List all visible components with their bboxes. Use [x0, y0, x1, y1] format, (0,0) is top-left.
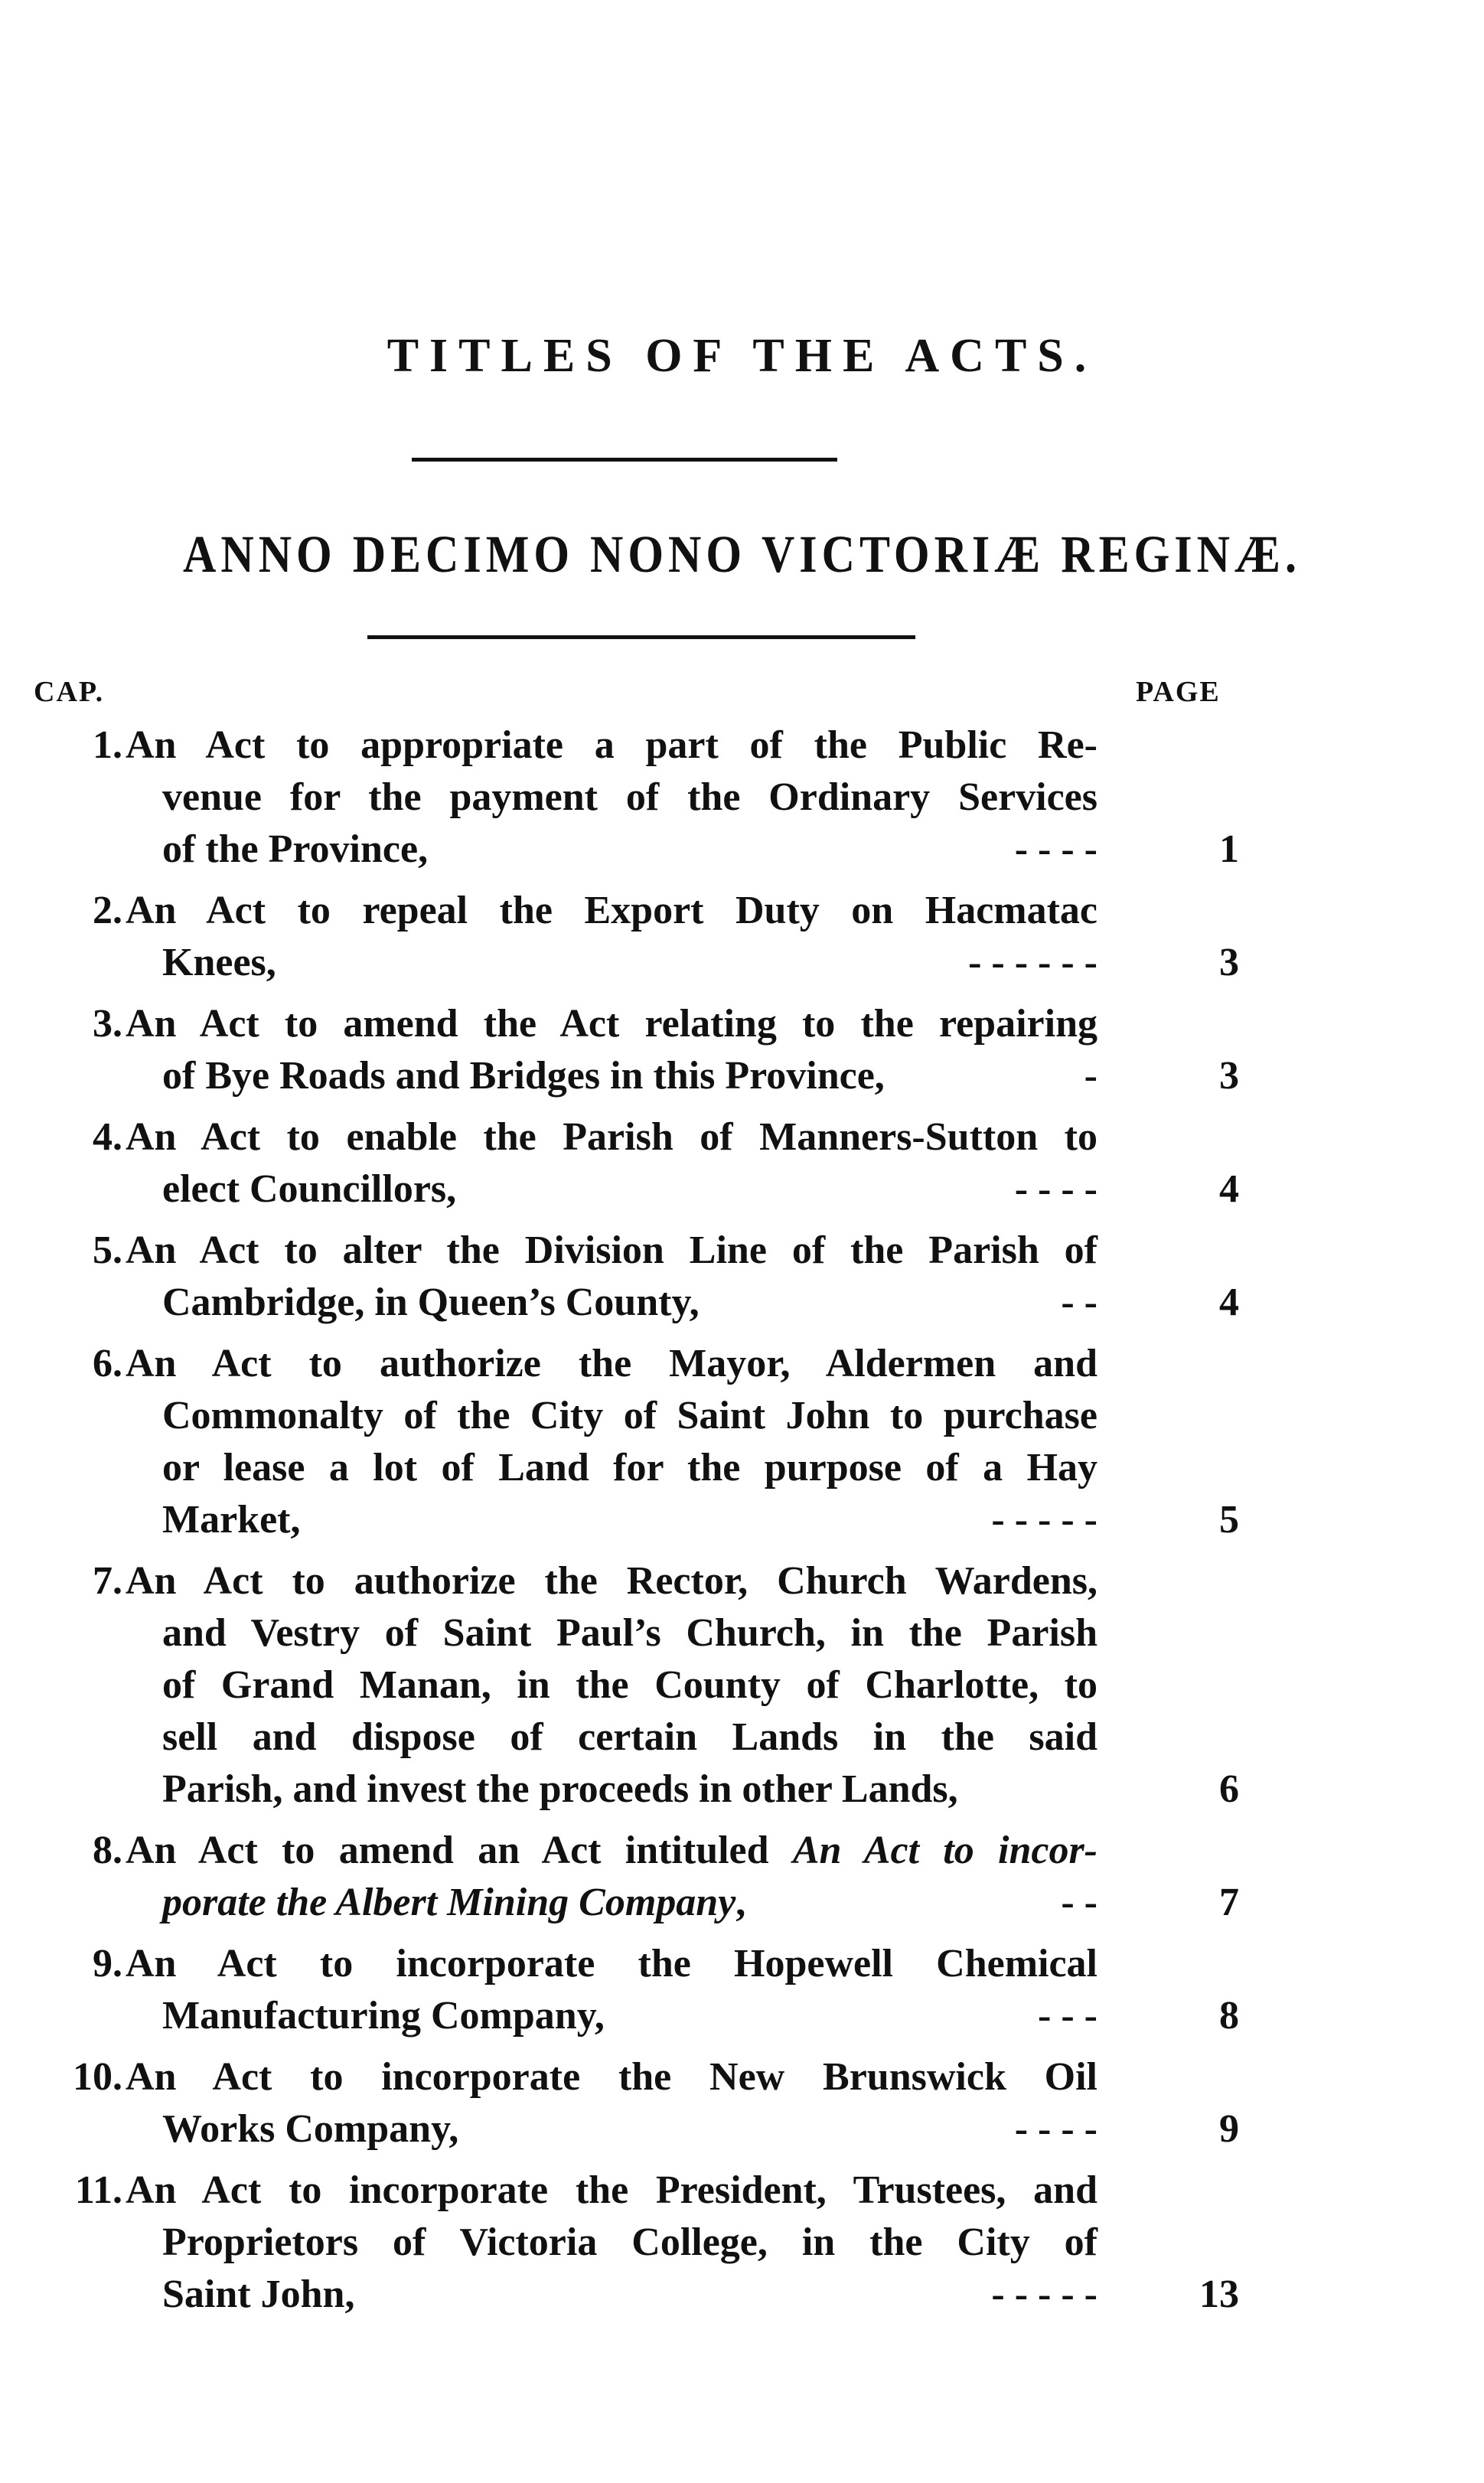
dot-leader: - - - -: [1014, 2107, 1098, 2151]
act-title-line: sell and dispose of certain Lands in the said: [162, 1715, 1098, 1759]
act-title-line: Cambridge, in Queen’s County, - -: [126, 1277, 1098, 1329]
title-rule: [412, 458, 837, 462]
cap-number: 11.: [74, 2168, 122, 2212]
dot-leader: - - - - -: [991, 2273, 1098, 2316]
page-number: 3: [1219, 1054, 1239, 1098]
page-number: 6: [1219, 1767, 1239, 1811]
act-entry: [0, 2051, 1484, 2155]
dot-leader: - - - -: [1014, 1167, 1098, 1211]
act-title-line: Works Company, - - - -: [126, 2103, 1098, 2155]
act-title-line: An Act to incorporate the New Brunswick Oil: [126, 2055, 1098, 2099]
act-title: [126, 1555, 1098, 1816]
act-title: [126, 1225, 1098, 1329]
act-title-line: of the Province, - - - -: [126, 824, 1098, 876]
act-title-line: and Vestry of Saint Paul’s Church, in the Parish: [162, 1611, 1098, 1655]
act-title-line: Parish, and invest the proceeds in other Lands,: [162, 1767, 958, 1811]
dot-leader: - - -: [1038, 1994, 1098, 2038]
page-number: 8: [1219, 1994, 1239, 2038]
page-number: 1: [1219, 827, 1239, 871]
page-number: 3: [1219, 941, 1239, 984]
dot-leader: - - - - - -: [968, 941, 1098, 984]
act-entry: [0, 885, 1484, 989]
act-entry: [0, 1111, 1484, 1215]
act-title-line: porate the Albert Mining Company, - -: [126, 1877, 1098, 1929]
session-heading: ANNO DECIMO NONO VICTORIÆ REGINÆ.: [183, 524, 1301, 583]
dot-leader: - - - -: [1014, 827, 1098, 871]
cap-number: 10.: [73, 2055, 122, 2099]
act-entry: [0, 1825, 1484, 1929]
act-title: [126, 1338, 1098, 1546]
act-entry: [0, 1938, 1484, 2042]
act-title-line: Manufacturing Company, - - -: [126, 1990, 1098, 2042]
act-title-line: Commonalty of the City of Saint John to purchase: [162, 1394, 1098, 1437]
cap-number: 7.: [93, 1559, 122, 1603]
page-number: 4: [1219, 1167, 1239, 1211]
act-title-line: An Act to authorize the Rector, Church Wardens,: [126, 1559, 1098, 1603]
act-title-line: An Act to appropriate a part of the Public Re-: [126, 723, 1098, 767]
act-title-line: An Act to authorize the Mayor, Aldermen and: [126, 1342, 1098, 1385]
act-title-line: venue for the payment of the Ordinary Services: [162, 775, 1098, 819]
act-title: [126, 2051, 1098, 2155]
act-title: [126, 719, 1098, 876]
cap-column-header: CAP.: [34, 676, 105, 708]
act-title: [126, 2165, 1098, 2321]
act-title-line: An Act to repeal the Export Duty on Hacmatac: [126, 889, 1098, 932]
page-title: TITLES OF THE ACTS.: [386, 330, 1098, 382]
act-title-line: or lease a lot of Land for the purpose of a Hay: [162, 1446, 1098, 1489]
act-title-line: Saint John, - - - - -: [126, 2269, 1098, 2321]
act-title-line: An Act to amend the Act relating to the repairing: [126, 1002, 1098, 1046]
cap-number: 1.: [93, 723, 122, 767]
cap-number: 2.: [93, 889, 122, 932]
cap-number: 9.: [93, 1942, 122, 1985]
act-entry: [0, 1555, 1484, 1816]
act-title-line: of Bye Roads and Bridges in this Province, -: [126, 1050, 1098, 1102]
dot-leader: - -: [1061, 1881, 1098, 1924]
act-entry: [0, 1338, 1484, 1546]
act-entry: [0, 1225, 1484, 1329]
act-entry: [0, 998, 1484, 1102]
page-number: 4: [1219, 1281, 1239, 1324]
act-title-line: Knees, - - - - - -: [126, 937, 1098, 989]
act-title: [126, 1111, 1098, 1215]
page-number: 13: [1199, 2273, 1239, 2316]
acts-list: [0, 719, 1484, 2330]
page-number: 5: [1219, 1498, 1239, 1542]
dot-leader: - - - - -: [991, 1498, 1098, 1542]
act-title-line: An Act to alter the Division Line of the Parish of: [126, 1228, 1098, 1272]
act-title: [126, 885, 1098, 989]
page-number: 7: [1219, 1881, 1239, 1924]
act-title-line: An Act to incorporate the Hopewell Chemical: [126, 1942, 1098, 1985]
act-title-line: Market, - - - - -: [126, 1494, 1098, 1546]
cap-number: 8.: [93, 1829, 122, 1872]
act-entry: [0, 719, 1484, 876]
cap-number: 6.: [93, 1342, 122, 1385]
page-column-header: PAGE: [1136, 676, 1221, 708]
act-title: [126, 998, 1098, 1102]
act-title: [126, 1938, 1098, 2042]
cap-number: 4.: [93, 1115, 122, 1159]
act-title-line: of Grand Manan, in the County of Charlotte, to: [162, 1663, 1098, 1707]
act-title: [126, 1825, 1098, 1929]
dot-leader: -: [1084, 1054, 1098, 1098]
act-title-line: Proprietors of Victoria College, in the City of: [162, 2220, 1098, 2264]
heading-rule: [367, 635, 915, 639]
dot-leader: - -: [1061, 1281, 1098, 1324]
act-title-line: An Act to enable the Parish of Manners-Sutton to: [126, 1115, 1098, 1159]
act-entry: [0, 2165, 1484, 2321]
act-title-line: elect Councillors, - - - -: [126, 1163, 1098, 1215]
act-title-line: An Act to incorporate the President, Trustees, and: [126, 2168, 1098, 2212]
cap-number: 5.: [93, 1228, 122, 1272]
page-number: 9: [1219, 2107, 1239, 2151]
act-title-line: An Act to amend an Act intituled An Act to incor-: [126, 1829, 1098, 1872]
cap-number: 3.: [93, 1002, 122, 1046]
